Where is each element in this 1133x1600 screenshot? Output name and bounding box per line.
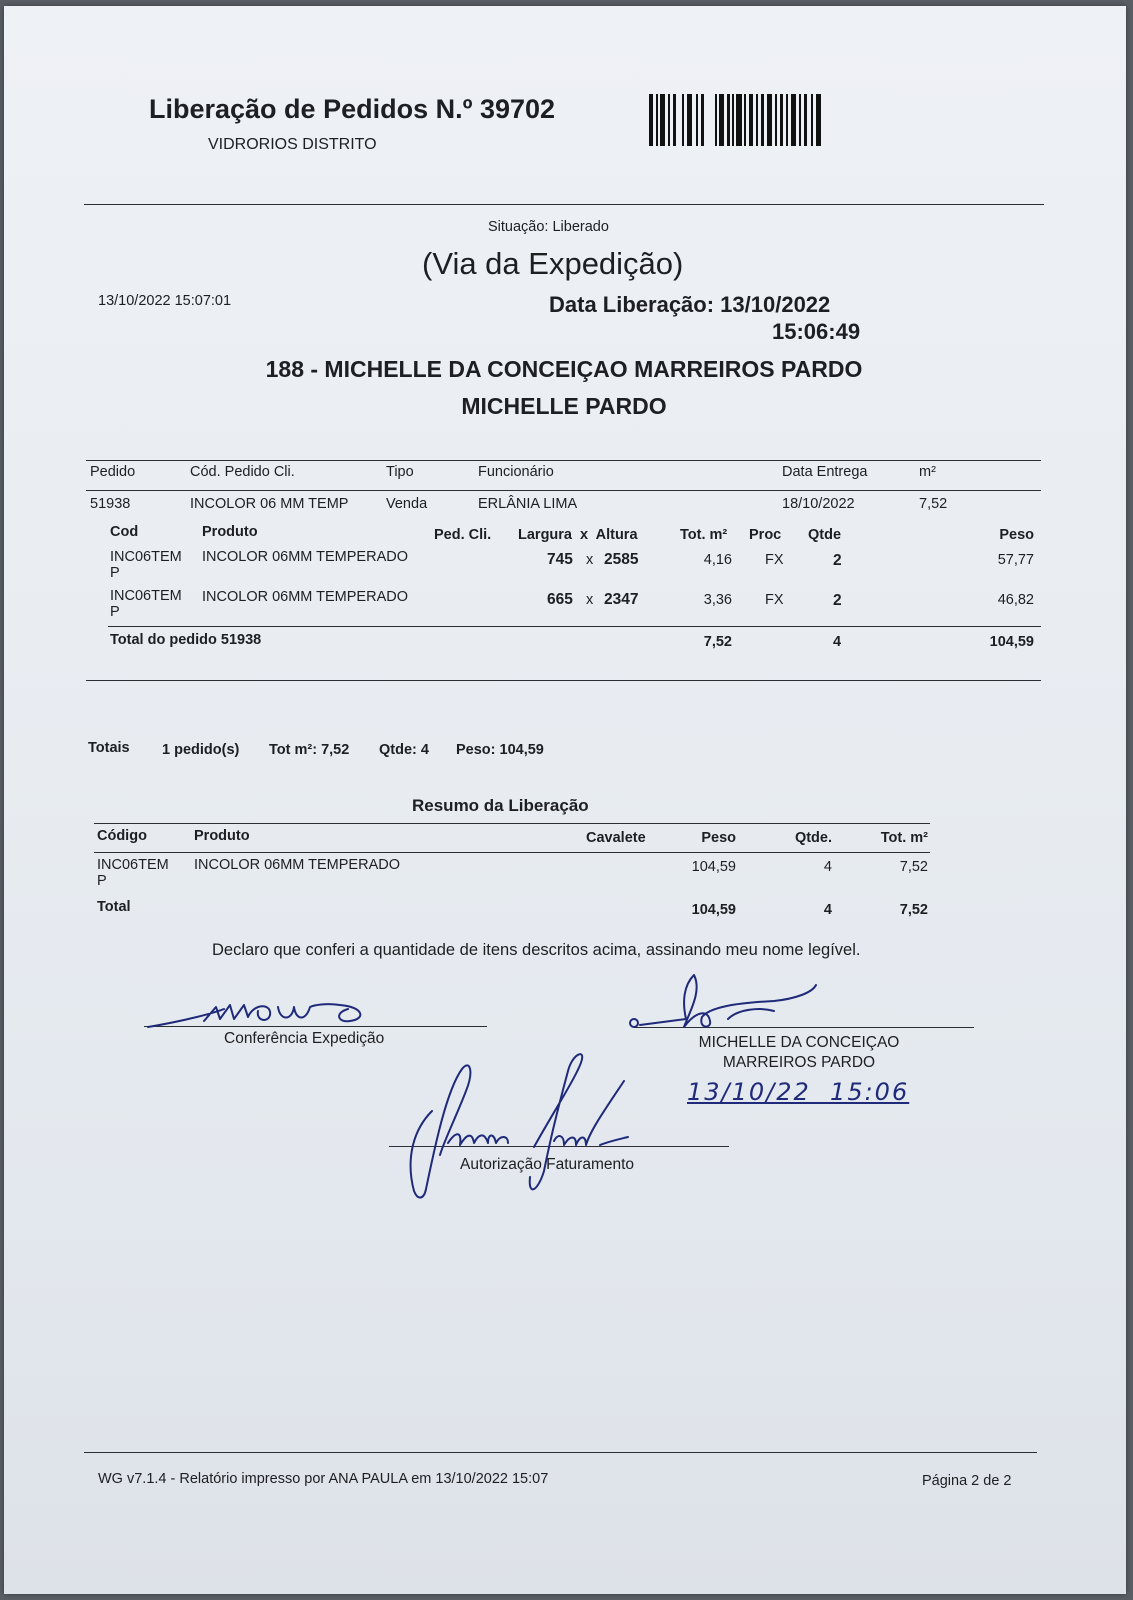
- client-signature-label: MICHELLE DA CONCEIÇAO MARREIROS PARDO: [698, 1034, 900, 1071]
- summary-title: Resumo da Liberação: [412, 796, 589, 815]
- item-width: 665: [547, 591, 573, 608]
- col-header-tipo: Tipo: [386, 464, 414, 480]
- summary-total-qty: 4: [823, 902, 832, 918]
- barcode: [649, 94, 824, 146]
- order-total-qty: 4: [833, 634, 842, 650]
- autorizacao-signature: [404, 1051, 644, 1201]
- item-proc: FX: [765, 592, 784, 608]
- item-header-largura-altura: Largura x Altura: [518, 527, 638, 543]
- totals-qty: Qtde: 4: [379, 742, 429, 758]
- item-qty: 2: [833, 592, 842, 609]
- col-header-funcionario: Funcionário: [478, 464, 554, 480]
- page-number: Página 2 de 2: [922, 1473, 1012, 1489]
- totals-weight: Peso: 104,59: [456, 742, 544, 758]
- item-proc: FX: [765, 552, 784, 568]
- autorizacao-label: Autorização Faturamento: [460, 1156, 635, 1173]
- dimension-separator: x: [586, 592, 594, 608]
- client-short-name: MICHELLE PARDO: [461, 393, 667, 419]
- item-weight: 46,82: [997, 592, 1034, 608]
- order-delivery-date: 18/10/2022: [782, 496, 855, 512]
- client-name: 188 - MICHELLE DA CONCEIÇAO MARREIROS PARDO: [265, 356, 863, 382]
- release-time: 15:06:49: [772, 319, 861, 344]
- dimension-separator: x: [586, 552, 594, 568]
- order-total-m2: 7,52: [703, 634, 732, 650]
- status-text: Situação: Liberado: [488, 219, 609, 235]
- totals-orders: 1 pedido(s): [162, 742, 240, 758]
- copy-label: (Via da Expedição): [422, 246, 684, 281]
- item-header-tot-m2: Tot. m²: [680, 527, 728, 543]
- summary-header-peso: Peso: [701, 830, 736, 846]
- item-header-ped-cli: Ped. Cli.: [434, 527, 492, 543]
- item-header-cod: Cod: [110, 524, 139, 540]
- declaration-text: Declaro que conferi a quantidade de itens descritos acima, assinando meu nome legível.: [212, 941, 861, 959]
- order-total-label: Total do pedido 51938: [110, 632, 262, 648]
- col-header-cod-pedido-cli: Cód. Pedido Cli.: [190, 464, 295, 480]
- item-header-produto: Produto: [202, 524, 258, 540]
- totals-m2: Tot m²: 7,52: [269, 742, 350, 758]
- summary-header-rule: [94, 852, 930, 853]
- summary-total-m2: 7,52: [899, 902, 928, 918]
- order-total-rule: [108, 626, 1041, 627]
- summary-top-rule: [94, 823, 930, 824]
- client-signature: [624, 971, 824, 1031]
- item-product: INCOLOR 06MM TEMPERADO: [202, 589, 408, 605]
- item-header-proc: Proc: [749, 527, 782, 543]
- summary-header-codigo: Código: [97, 828, 147, 844]
- summary-header-qtde: Qtde.: [794, 830, 832, 846]
- order-total-weight: 104,59: [989, 634, 1034, 650]
- summary-total-label: Total: [97, 899, 131, 915]
- summary-header-produto: Produto: [194, 828, 250, 844]
- order-table-header-rule: [86, 490, 1041, 491]
- item-weight: 57,77: [997, 552, 1034, 568]
- company-name: VIDRORIOS DISTRITO: [208, 136, 377, 153]
- printed-datetime: 13/10/2022 15:07:01: [98, 293, 232, 309]
- order-table-top-rule: [86, 460, 1041, 461]
- document-title: Liberação de Pedidos N.º 39702: [149, 94, 556, 124]
- col-header-data-entrega: Data Entrega: [782, 464, 868, 480]
- item-code: INC06TEM P: [110, 588, 182, 620]
- item-header-peso: Peso: [999, 527, 1034, 543]
- order-client-code: INCOLOR 06 MM TEMP: [190, 496, 349, 512]
- conferencia-signature: [144, 991, 404, 1036]
- order-section-bottom-rule: [86, 680, 1041, 681]
- item-code: INC06TEM P: [110, 549, 182, 581]
- totals-label: Totais: [88, 740, 130, 756]
- col-header-m2: m²: [919, 464, 936, 480]
- item-tot-m2: 4,16: [703, 552, 732, 568]
- item-product: INCOLOR 06MM TEMPERADO: [202, 549, 408, 565]
- order-employee: ERLÂNIA LIMA: [478, 496, 578, 512]
- release-date: Data Liberação: 13/10/2022: [549, 292, 831, 317]
- conferencia-label: Conferência Expedição: [224, 1030, 385, 1047]
- item-tot-m2: 3,36: [703, 592, 732, 608]
- summary-code: INC06TEM P: [97, 857, 169, 889]
- summary-weight: 104,59: [691, 859, 736, 875]
- handwritten-date: 13/10/22 15:06: [687, 1078, 910, 1106]
- summary-header-cavalete: Cavalete: [586, 830, 646, 846]
- item-width: 745: [547, 551, 573, 568]
- order-m2: 7,52: [919, 496, 948, 512]
- header-divider: [84, 204, 1044, 205]
- order-number: 51938: [90, 496, 131, 512]
- item-height: 2347: [604, 591, 639, 608]
- summary-m2: 7,52: [899, 859, 928, 875]
- summary-qty: 4: [823, 859, 832, 875]
- summary-header-tot-m2: Tot. m²: [880, 830, 928, 846]
- col-header-pedido: Pedido: [90, 464, 136, 480]
- item-header-qtde: Qtde: [808, 527, 842, 543]
- footer-rule: [84, 1452, 1037, 1453]
- order-type: Venda: [386, 496, 428, 512]
- summary-product: INCOLOR 06MM TEMPERADO: [194, 857, 400, 873]
- item-height: 2585: [604, 551, 639, 568]
- summary-total-weight: 104,59: [691, 902, 736, 918]
- item-qty: 2: [833, 552, 842, 569]
- footer-print-info: WG v7.1.4 - Relatório impresso por ANA PAULA em 13/10/2022 15:07: [98, 1471, 549, 1487]
- document-page: [4, 6, 1126, 1594]
